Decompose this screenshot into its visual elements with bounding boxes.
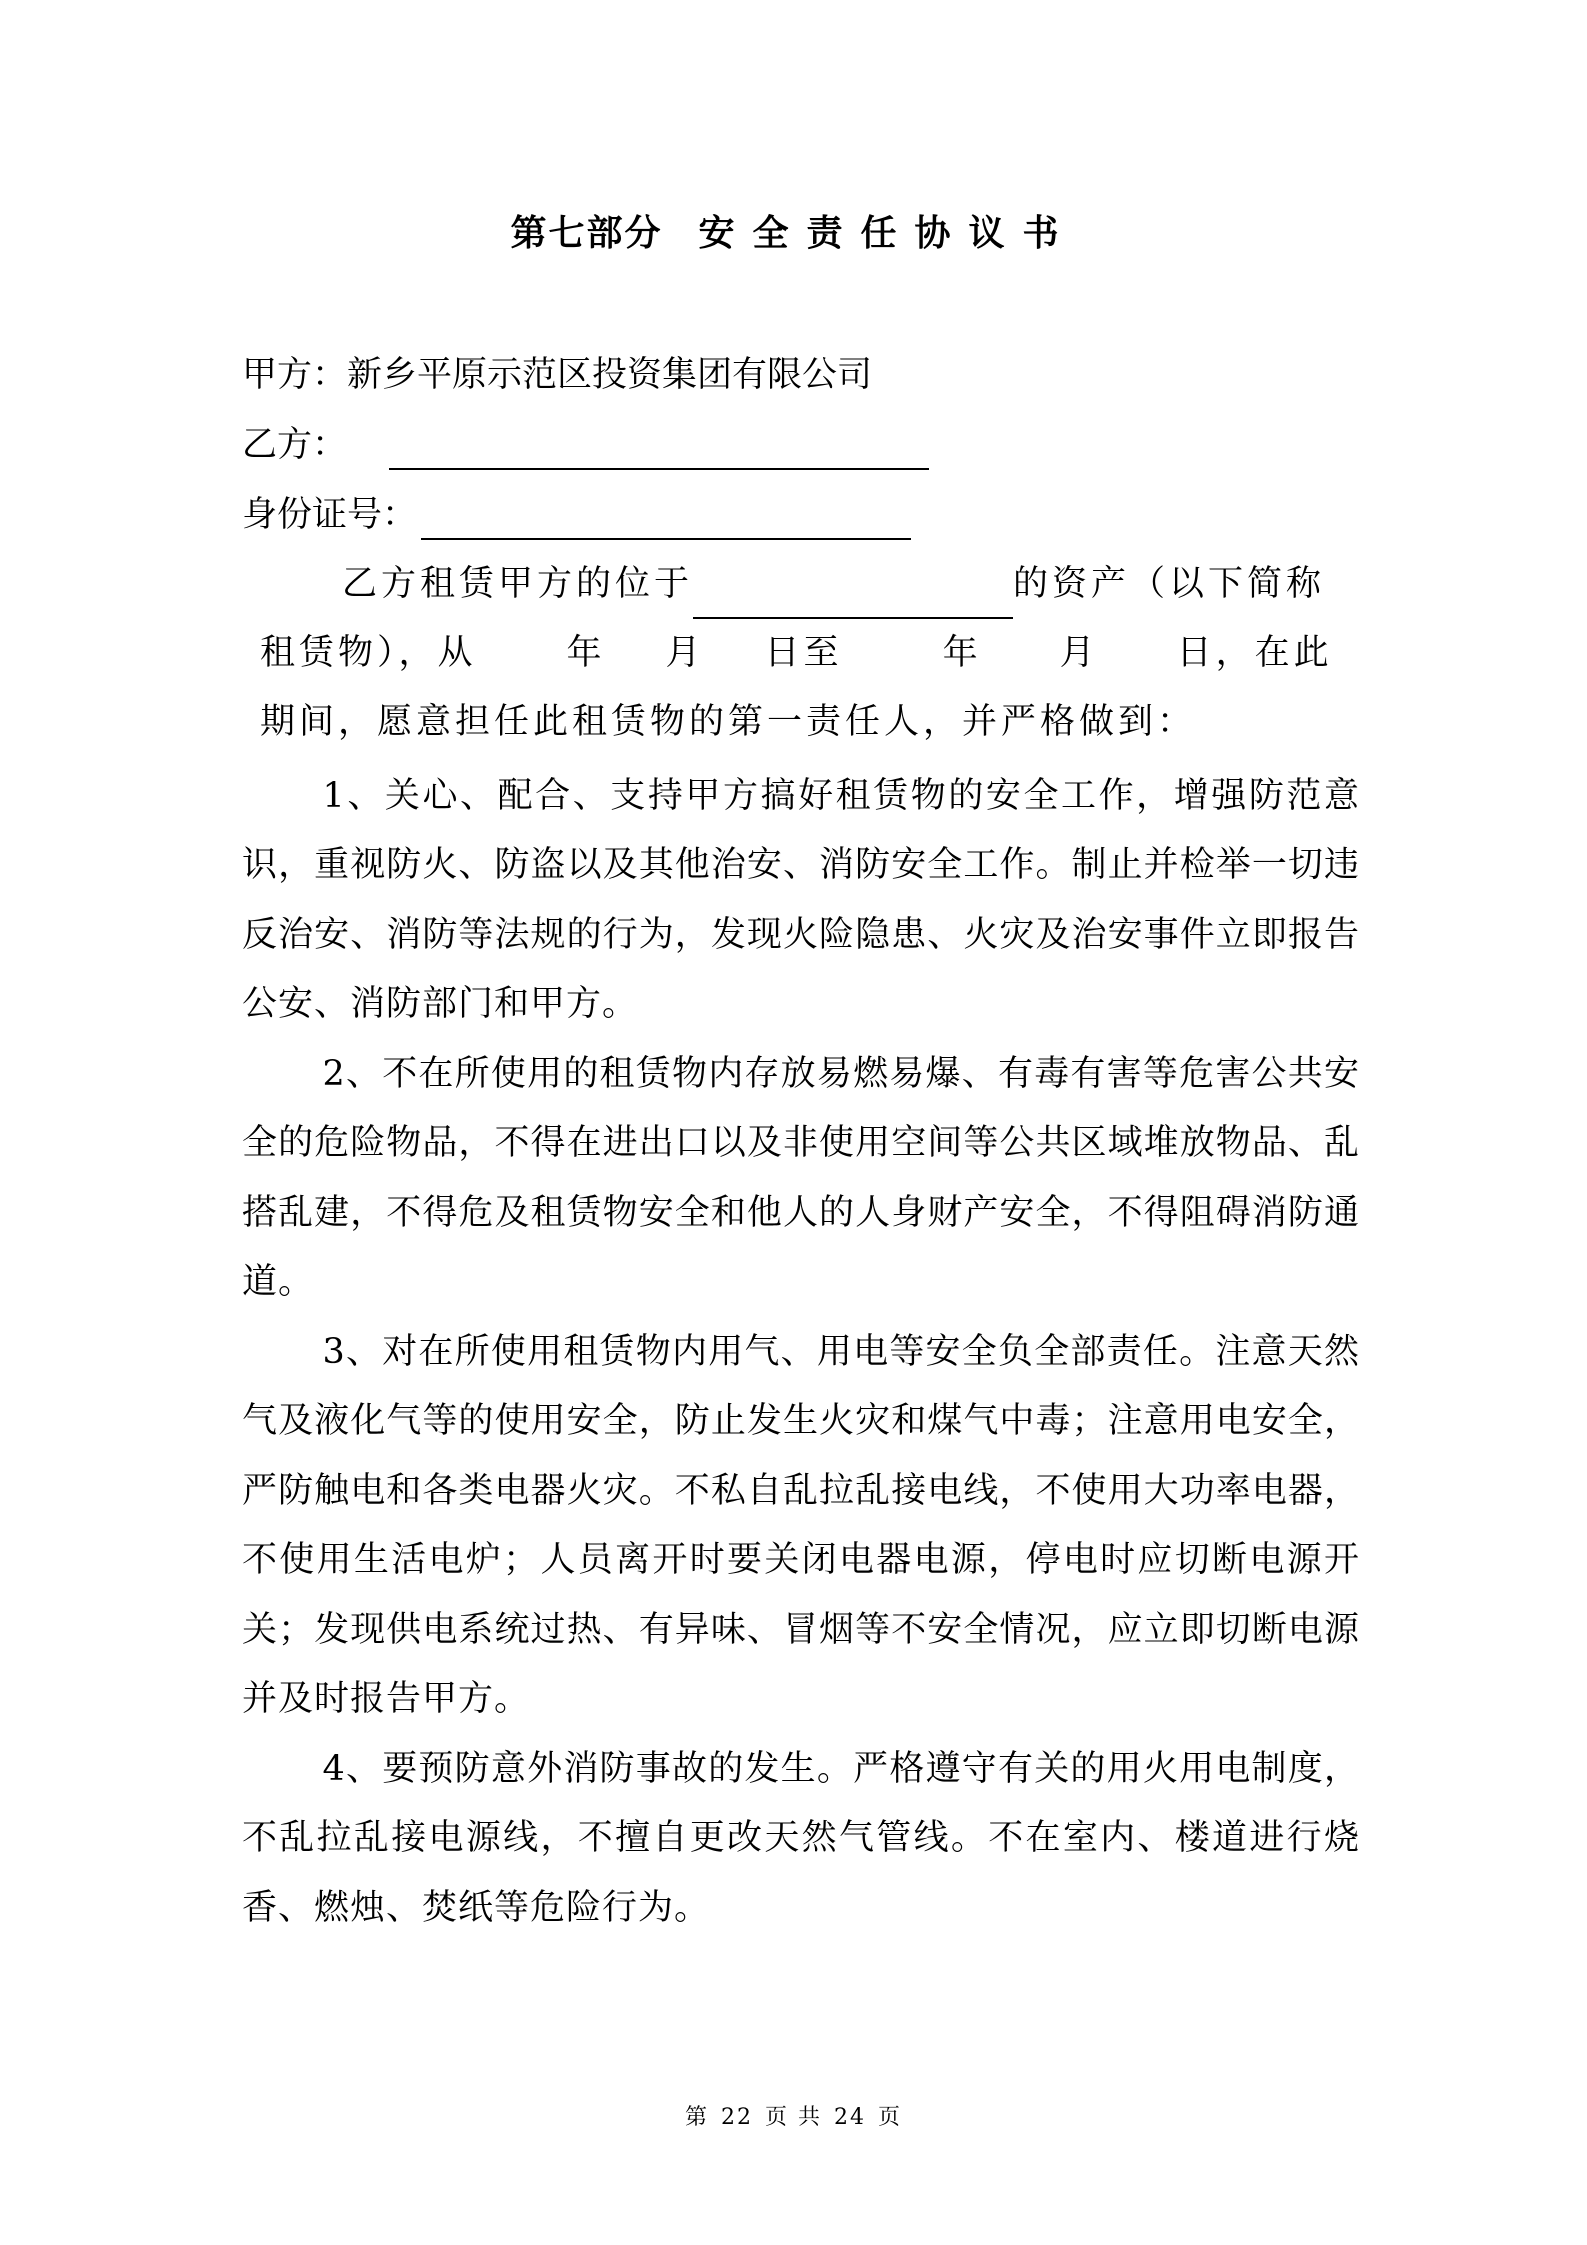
lease-row-3: 期间，愿意担任此租赁物的第一责任人，并严格做到：	[260, 702, 1197, 742]
start-day-to-label: 日至	[764, 633, 843, 673]
footer-suffix: 页	[878, 2105, 903, 2130]
id-number-blank[interactable]	[421, 500, 911, 540]
lease-row-2	[242, 619, 1360, 688]
end-month-label: 月	[1059, 633, 1099, 673]
current-page-number: 22	[721, 2105, 753, 2130]
clause-4: 4、要预防意外消防事故的发生。严格遵守有关的用火用电制度，不乱拉乱接电源线，不擅自更改天然气管线。不在室内、楼道进行烧香、燃烛、焚纸等危险行为。	[242, 1749, 1360, 1928]
start-year-label: 年	[566, 633, 606, 673]
title-name: 安全责任协议书	[698, 212, 1077, 254]
party-a-label: 甲方：	[242, 355, 348, 395]
party-b-line	[242, 420, 929, 470]
lease-location-prefix: 乙方租赁甲方的位于	[342, 564, 694, 604]
party-a-line	[242, 350, 872, 400]
footer-middle: 页 共	[765, 2105, 822, 2130]
clause-1: 1、关心、配合、支持甲方搞好租赁物的安全工作，增强防范意识，重视防火、防盗以及其他治安、消防安全工作。制止并检举一切违反治安、消防等法规的行为，发现火险隐患、火灾及治安事件立即报告公安、消防部门和甲方。	[242, 776, 1360, 1025]
clause-2: 2、不在所使用的租赁物内存放易燃易爆、有毒有害等危害公共安全的危险物品，不得在进出口以及非使用空间等公共区域堆放物品、乱搭乱建，不得危及租赁物安全和他人的人身财产安全，不得阻碍消防通道。	[242, 1054, 1360, 1303]
lease-location-suffix: 的资产（以下简称	[1013, 564, 1326, 604]
id-number-line	[242, 490, 911, 540]
lease-location-blank[interactable]	[693, 585, 1013, 619]
total-pages-number: 24	[834, 2105, 866, 2130]
lease-period-prefix: 租赁物），从	[260, 633, 477, 673]
lease-row-1	[242, 550, 1360, 619]
lease-statement	[242, 550, 1360, 757]
page-footer	[0, 2100, 1587, 2131]
party-a-value: 新乡平原示范区投资集团有限公司	[347, 355, 873, 395]
party-b-label: 乙方：	[242, 425, 348, 465]
clause-3: 3、对在所使用租赁物内用气、用电等安全负全部责任。注意天然气及液化气等的使用安全，防止发生火灾和煤气中毒；注意用电安全，严防触电和各类电器火灾。不私自乱拉乱接电线，不使用大功率电器，不使用生活电炉；人员离开时要关闭电器电源，停电时应切断电源开关；发现供电系统过热、有异味、冒烟等不安全情况，应立即切断电源并及时报告甲方。	[242, 1332, 1360, 1720]
end-day-label: 日，在此	[1176, 633, 1333, 673]
document-title	[0, 205, 1587, 256]
end-year-label: 年	[942, 633, 982, 673]
party-b-blank[interactable]	[389, 430, 929, 470]
start-month-label: 月	[665, 633, 705, 673]
id-number-label: 身份证号：	[242, 495, 418, 535]
footer-prefix: 第	[684, 2105, 709, 2130]
title-part: 第七部分	[510, 212, 663, 254]
